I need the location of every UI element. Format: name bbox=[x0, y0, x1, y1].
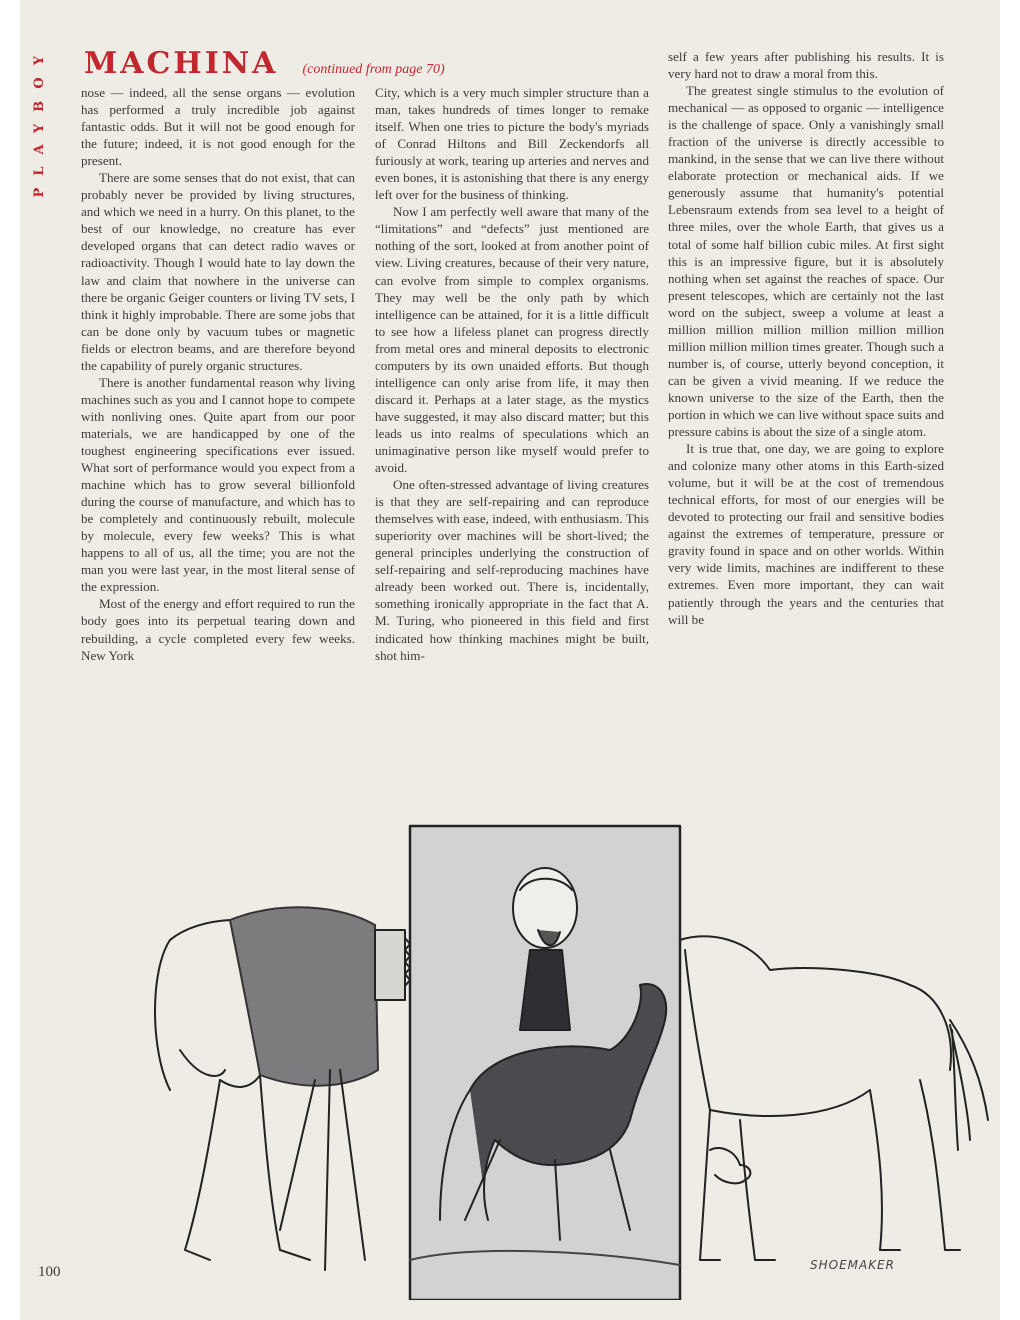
paragraph: Most of the energy and effort required to run the body goes into its perpetual tearing down and rebuilding, a cycle completed every few weeks. New York bbox=[81, 596, 355, 663]
paragraph: It is true that, one day, we are going to explore and colonize many other atoms in this Earth-sized volume, but it will be at the cost of tremendous technical efforts, for most of our energies will be devoted to protecting our frail and sensitive bodies against the extremes of temperature, pressure or gravity found in space and on other worlds. Within very wide limits, machines are indifferent to these extremes. Even more important, they can wait patiently through the years and the centuries that will be bbox=[668, 441, 944, 627]
continued-note: (continued from page 70) bbox=[302, 62, 445, 77]
text-column-2 bbox=[375, 84, 649, 664]
magazine-page bbox=[20, 0, 1000, 1320]
paragraph: There are some senses that do not exist, that can probably never be provided by living structures, and which we need in a hurry. On this planet, to the best of our knowledge, no creature has ever developed organs that can detect radio waves or radioactivity. Though I would hate to lay down the law and claim that nowhere in the universe can there be organic Geiger counters or living TV sets, I think it highly improbable. There are some jobs that can be done only by vacuum tubes or magnetic fields or electron beams, and are therefore beyond the capability of purely organic structures. bbox=[81, 170, 355, 373]
paragraph: Now I am perfectly well aware that many of the “limitations” and “defects” just mentioned are nothing of the sort, looked at from another point of view. Living creatures, because of their very nature, can evolve from simple to complex organisms. They may well be the only path by which intelligence can be attained, for it is a little difficult to see how a lifeless planet can progress directly from metal ores and mineral deposits to electronic computers by its own unaided efforts. But though intelligence can only arise from life, it may then discard it. Perhaps at a later stage, as the mystics have suggested, it may also discard matter; but this leads us into realms of speculations which an unimaginative person like myself would prefer to avoid. bbox=[375, 204, 649, 476]
paragraph: One often-stressed advantage of living creatures is that they are self-repairing and can reproduce themselves with ease, indeed, with enthusiasm. This superiority over machines will be short-lived; the general principles underlying the construction of self-repairing and self-reproducing machines have already been worked out. There is, incidentally, something ironically appropriate in the fact that A. M. Turing, who pioneered in this field and first indicated how thinking machines might be built, shot him- bbox=[375, 477, 649, 663]
paragraph: City, which is a very much simpler structure than a man, takes hundreds of times longer to remake itself. When one tries to picture the body's myriads of Conrad Hiltons and Bill Zeckendorfs all furiously at work, tearing up arteries and nerves and even bones, it is astonishing that there is any energy left over for the business of thinking. bbox=[375, 85, 649, 203]
article-header bbox=[84, 46, 445, 80]
paragraph: self a few years after publishing his results. It is very hard not to draw a moral from this. bbox=[668, 49, 944, 82]
illustration bbox=[110, 820, 990, 1300]
paragraph: The greatest single stimulus to the evolution of mechanical — as opposed to organic — intelligence is the challenge of space. Only a vanishingly small fraction of the universe is directly accessible to mankind, in the sense that we can live there without elaborate protection or mechanical aids. If we generously assume that humanity's potential Lebensraum extends from sea level to a height of three miles, over the whole Earth, that gives us a total of some half billion cubic miles. At first sight this is an impressive figure, but it is absolutely nothing when set against the reaches of space. Our present telescopes, which are certainly not the last word on the subject, sweep a volume at least a million million million million million million million million million times greater. Though such a number is, of course, utterly beyond conception, it can be given a vivid meaning. If we reduce the known universe to the size of the Earth, then the portion in which we can live without space suits and pressure cabins is about the size of a single atom. bbox=[668, 83, 944, 440]
text-column-3 bbox=[668, 48, 944, 628]
cartoon-drawing bbox=[110, 820, 990, 1300]
magazine-logo: PLAYBOY bbox=[32, 44, 47, 198]
article-title: MACHINA bbox=[84, 46, 279, 81]
text-column-1 bbox=[81, 84, 355, 664]
paragraph: There is another fundamental reason why living machines such as you and I cannot hope to compete with nonliving ones. Quite apart from our poor materials, we are handicapped by one of the toughest engineering specifications ever issued. What sort of performance would you expect from a machine which has to grow several billionfold during the course of manufacture, and which has to be completely and continuously rebuilt, molecule by molecule, every few weeks? This is what happens to all of us, all the time; you are not the man you were last year, in the most literal sense of the expression. bbox=[81, 374, 355, 595]
page-number: 100 bbox=[38, 1264, 61, 1280]
paragraph: nose — indeed, all the sense organs — evolution has performed a truly incredible job against fantastic odds. But it will not be good enough for the future; indeed, it is not good enough for the present. bbox=[81, 85, 355, 169]
illustrator-signature: SHOEMAKER bbox=[810, 1258, 896, 1272]
